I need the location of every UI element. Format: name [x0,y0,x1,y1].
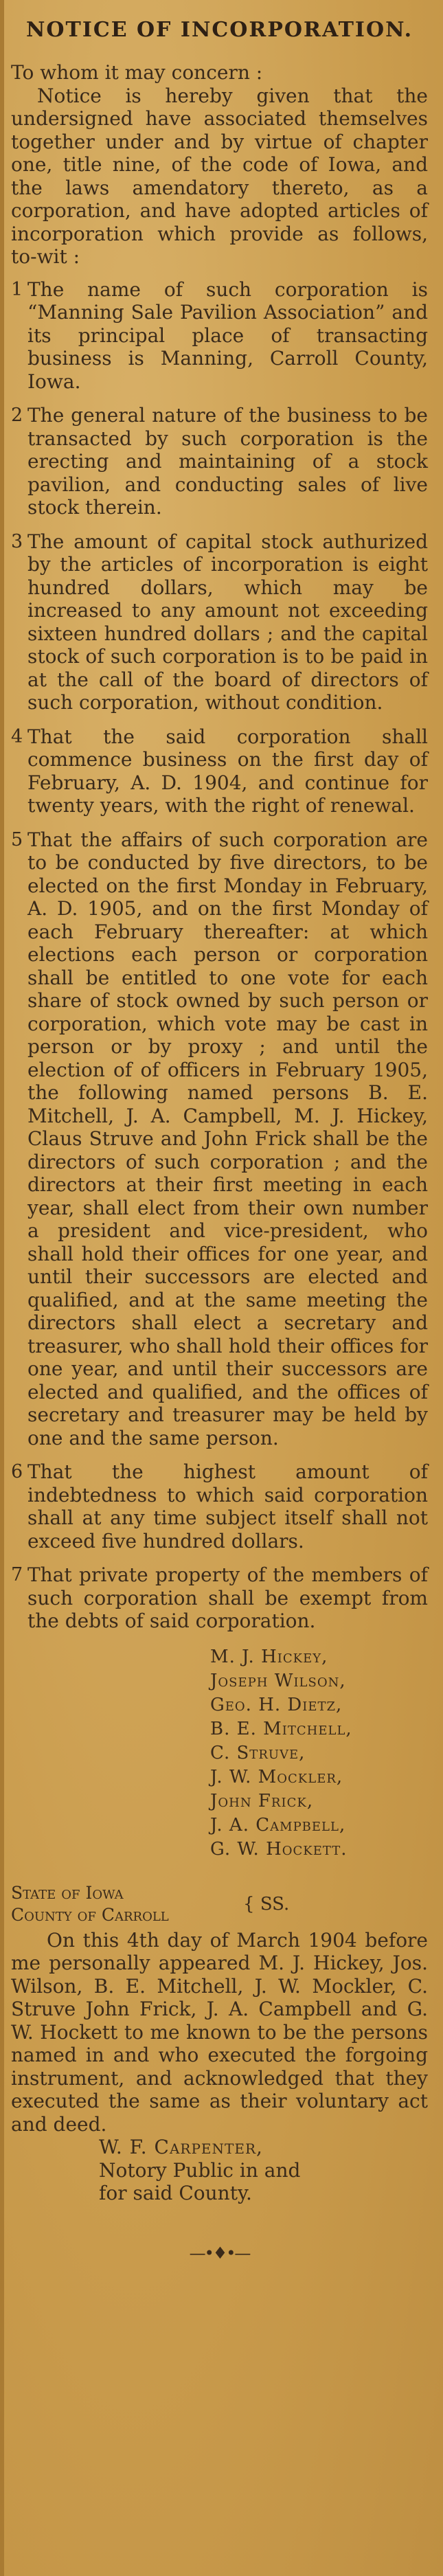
venue-ss: { SS. [243,1893,290,1914]
article-number: 1 [11,278,23,300]
notary-county: for said County. [99,2182,252,2204]
article-number: 2 [11,405,23,426]
signer-name: Geo. H. Dietz, [210,1694,343,1715]
article-number: 6 [11,1461,23,1482]
article-text: That private property of the members of such corporation shall be exempt from the debts of said corporation. [27,1563,428,1632]
article-item [11,278,428,394]
article-item [11,1563,428,1633]
article-item [11,404,428,519]
article-text: The name of such corporation is “Manning Sale Pavilion Association” and its principal place of transacting business is Manning, Carroll County, Iowa. [27,278,428,393]
article-text: That the affairs of such corporation are to be conducted by five directors, to be elected on the first Monday in February, A. D. 1905, and on the first Monday of each February thereafter: at which elections each person or corporation shall be entitled to one vote for each share of stock owned by such person or corporation, which vote may be cast in person or by proxy ; and until the election of of officers in February 1905, the following named persons B. E. Mitchell, J. A. Campbell, M. J. Hickey, Claus Struve and John Frick shall be the directors of such corporation ; and the directors at their first meeting in each year, shall elect from their own number a president and vice-president, who shall hold their offices for one year, and until their successors are elected and qualified, and at the same meeting the directors shall elect a secretary and treasurer, who shall hold their offices for one year, and until their successors are elected and qualified, and the offices of secretary and treasurer may be held by one and the same person. [27,828,428,1449]
article-item [11,725,428,817]
acknowledgment-paragraph: On this 4th day of March 1904 before me personally appeared M. J. Hickey, Jos. Wilson, B. E. Mitchell, J. W. Mockler, C. Struve John Frick, J. A. Campbell and G. W. Hockett to me known to be the persons named in and who executed the forgoing instrument, and acknowledged that they executed the same as their voluntary act and deed. [11,1928,428,2136]
signer-name: J. W. Mockler, [210,1766,343,1787]
article-item [11,530,428,714]
notice-body [11,61,428,1633]
intro-paragraph: Notice is hereby given that the undersigned have associated themselves together under and by virtue of chapter one, title nine, of the code of Iowa, and the laws amendatory thereto, as a corporation, and have adopted articles of incorporation which provide as follows, to-wit : [11,84,428,268]
article-number: 3 [11,530,23,552]
signer-name: C. Struve, [210,1742,306,1763]
article-number: 5 [11,828,23,850]
article-number: 4 [11,725,23,747]
signer-name: Joseph Wilson, [210,1670,346,1691]
article-text: The general nature of the business to be transacted by such corporation is the erecting and maintaining of a stock pavilion, and conducting sales of live stock therein. [27,404,428,519]
venue-block [11,1882,428,1926]
article-number: 7 [11,1564,23,1585]
article-item [11,828,428,1450]
articles-list [11,278,428,1633]
signer-name: M. J. Hickey, [210,1646,328,1667]
signer-name: G. W. Hockett. [210,1838,348,1860]
notice-title: NOTICE OF INCORPORATION. [25,18,413,42]
signatories [11,1645,428,1862]
salutation: To whom it may concern : [11,61,263,84]
signer-name: J. A. Campbell, [210,1814,346,1835]
venue-state: State of Iowa [11,1882,124,1903]
article-text: The amount of capital stock authurized by the articles of incorporation is eight hundred dollars, which may be increased to any amount not exceeding sixteen hundred dollars ; and the capital stock of such corporation is to be paid in at the call of the board of directors of such corporation, without condition. [27,530,428,714]
notary-name: W. F. Carpenter, [99,2136,263,2158]
signer-name: John Frick, [210,1790,314,1811]
closing-ornament: —•♦•— [189,2243,250,2263]
notary-title: Notory Public in and [99,2158,301,2182]
article-text: That the highest amount of indebtedness to which said corporation shall at any time subject itself shall not exceed five hundred dollars. [27,1460,428,1552]
venue-county: County of Carroll [11,1904,169,1925]
article-item [11,1460,428,1552]
article-text: That the said corporation shall commence business on the first day of February, A. D. 1904, and continue for twenty years, with the right of renewal. [27,725,428,817]
notary-block [11,2136,428,2205]
signer-name: B. E. Mitchell, [210,1718,352,1739]
